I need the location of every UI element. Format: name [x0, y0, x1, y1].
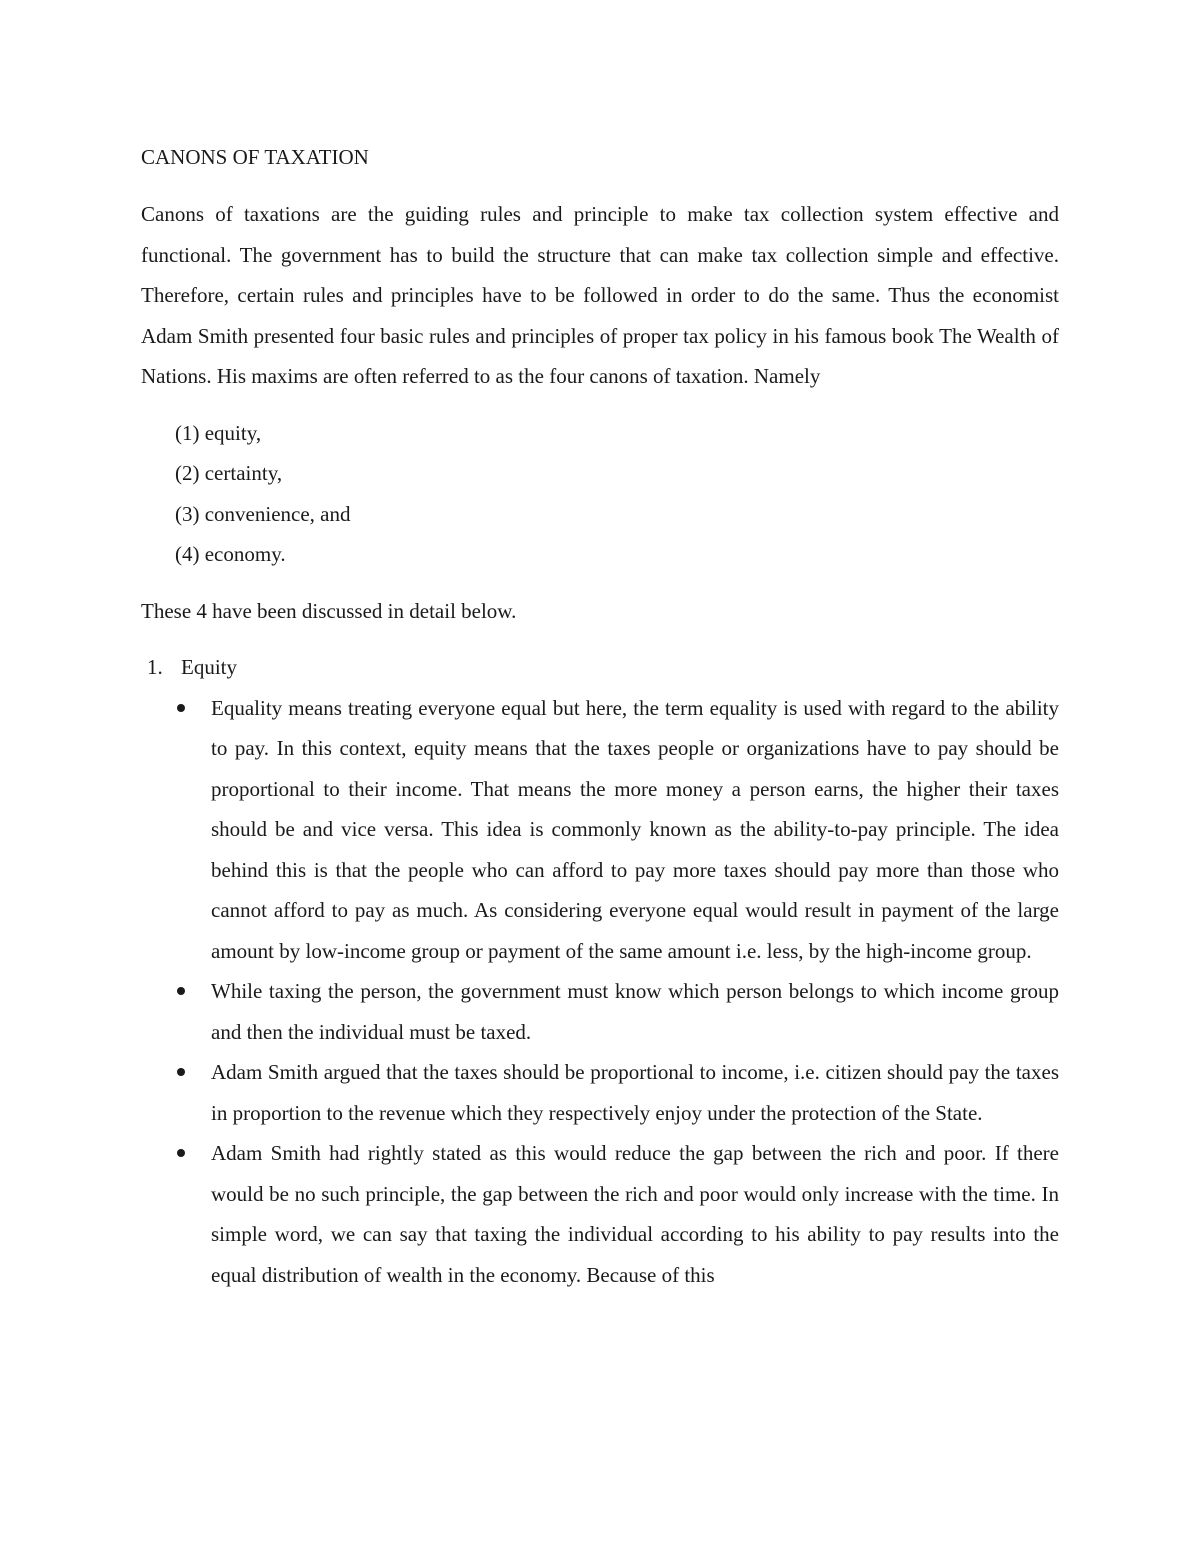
canon-item-economy: (4) economy.	[175, 542, 286, 566]
canons-list	[141, 413, 1059, 575]
section-heading	[141, 647, 1059, 688]
bullet-text: Adam Smith had rightly stated as this would reduce the gap between the rich and poor. If there would be no such principle, the gap between the rich and poor would only increase with the time. In simple word, we can say that taxing the individual according to his ability to pay results into the equal distribution of wealth in the economy. Because of this	[211, 1141, 1059, 1287]
section-number: 1.	[147, 655, 163, 679]
section-equity	[141, 647, 1059, 1295]
canon-item-convenience: (3) convenience, and	[175, 501, 351, 526]
section-title: Equity	[181, 655, 237, 679]
bullet-text: Adam Smith argued that the taxes should be proportional to income, i.e. citizen should pay the taxes in proportion to the revenue which they respectively enjoy under the protection of the State.	[211, 1060, 1059, 1125]
bullet-item	[141, 1133, 1059, 1295]
bullet-item	[141, 971, 1059, 1052]
bullet-dot-icon	[177, 1149, 185, 1157]
bullet-item	[141, 1052, 1059, 1133]
bullet-item	[141, 688, 1059, 972]
bullet-dot-icon	[177, 1068, 185, 1076]
bullet-text: Equality means treating everyone equal but here, the term equality is used with regard to the ability to pay. In this context, equity means that the taxes people or organizations have to pay should be proportional to their income. That means the more money a person earns, the higher their taxes should be and vice versa. This idea is commonly known as the ability-to-pay principle. The idea behind this is that the people who can afford to pay more taxes should pay more than those who cannot afford to pay as much. As considering everyone equal would result in payment of the large amount by low-income group or payment of the same amount i.e. less, by the high-income group.	[211, 695, 1059, 963]
equity-bullet-list	[141, 688, 1059, 1296]
bullet-text: While taxing the person, the government must know which person belongs to which income group and then the individual must be taxed.	[211, 979, 1059, 1044]
bullet-dot-icon	[177, 987, 185, 995]
document-title: CANONS OF TAXATION	[141, 145, 369, 169]
bullet-dot-icon	[177, 704, 185, 712]
canon-item-equity: (1) equity,	[175, 420, 262, 445]
document-page	[141, 140, 1059, 1295]
closing-sentence: These 4 have been discussed in detail below.	[141, 598, 517, 623]
intro-paragraph: Canons of taxations are the guiding rules and principle to make tax collection system effective and functional. The government has to build the structure that can make tax collection simple and effective. Therefore, certain rules and principles have to be followed in order to do the same. Thus the economist Adam Smith presented four basic rules and principles of proper tax policy in his famous book The Wealth of Nations. His maxims are often referred to as the four canons of taxation. Namely	[141, 202, 1059, 388]
canon-item-certainty: (2) certainty,	[175, 461, 283, 485]
